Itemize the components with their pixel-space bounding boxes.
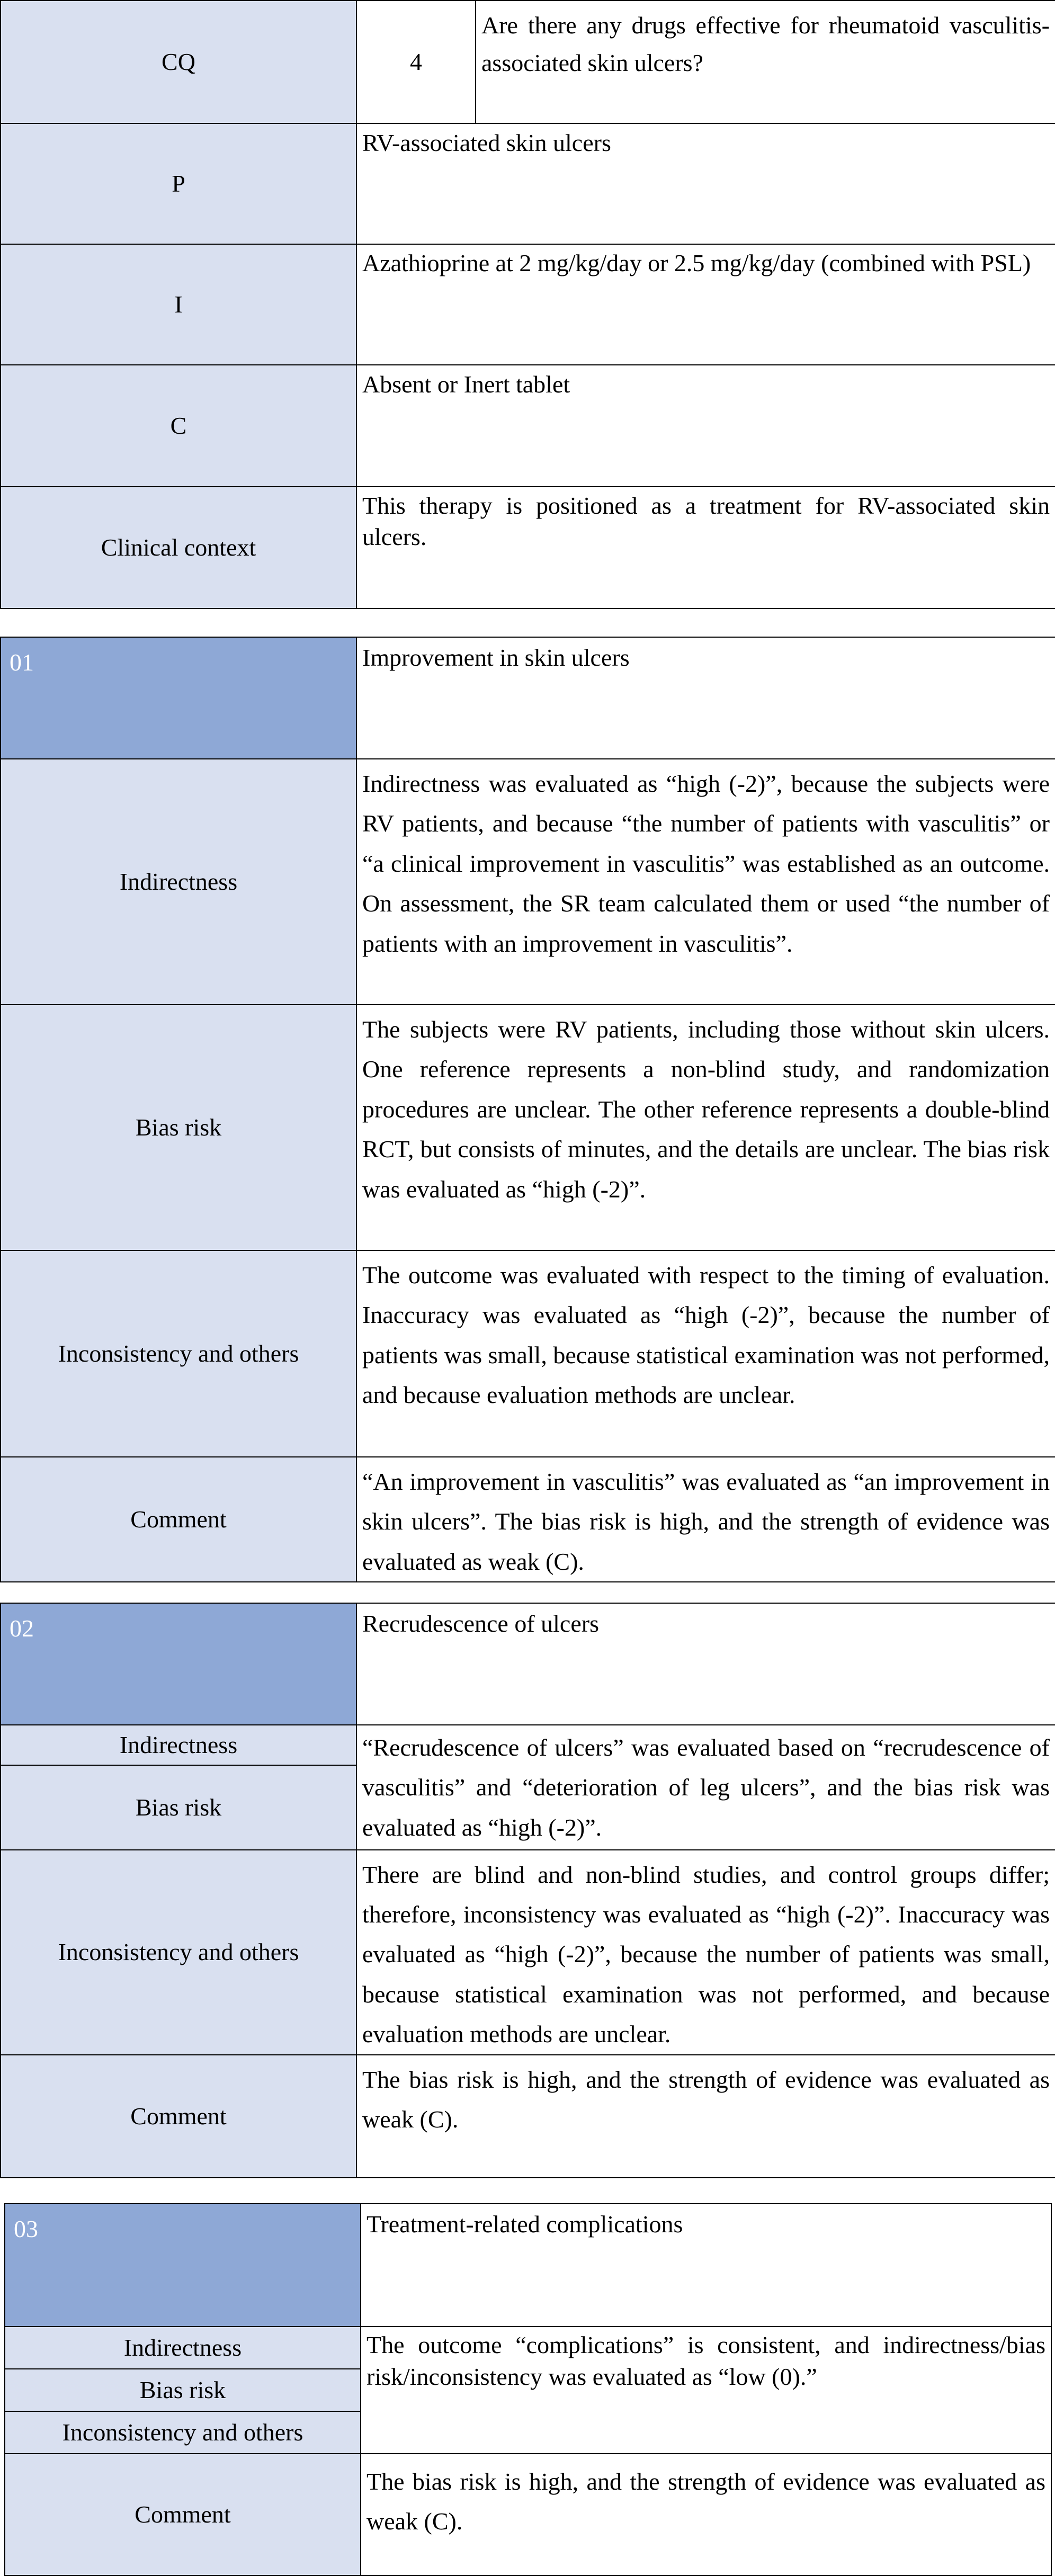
c-value: Absent or Inert tablet bbox=[356, 365, 1055, 487]
bias-risk-label: Bias risk bbox=[1, 1005, 356, 1250]
inconsistency-label: Inconsistency and others bbox=[1, 1850, 356, 2055]
inconsistency-value: The outcome was evaluated with respect to the timing of evaluation. Inaccuracy was evaluated as “high (-2)”, because the number of patients was small, because statistical examination was not performed, and because evaluation methods are unclear. bbox=[356, 1250, 1055, 1457]
indirectness-label: Indirectness bbox=[1, 759, 356, 1005]
inconsistency-label: Inconsistency and others bbox=[5, 2411, 361, 2454]
cq-table bbox=[0, 0, 1055, 609]
i-value: Azathioprine at 2 mg/kg/day or 2.5 mg/kg/day (combined with PSL) bbox=[356, 244, 1055, 365]
outcome-number: 02 bbox=[1, 1603, 356, 1725]
p-value: RV-associated skin ulcers bbox=[356, 123, 1055, 244]
indirectness-value: Indirectness was evaluated as “high (-2)”, because the subjects were RV patients, and because “the number of patients with vasculitis” or “a clinical improvement in vasculitis” was established as an outcome. On assessment, the SR team calculated them or used “the number of patients with an improvement in vasculitis”. bbox=[356, 759, 1055, 1005]
clinical-context-value: This therapy is positioned as a treatment for RV-associated skin ulcers. bbox=[356, 487, 1055, 609]
outcome-number: 03 bbox=[5, 2204, 361, 2327]
outcome-03-table bbox=[4, 2203, 1052, 2576]
inconsistency-value: There are blind and non-blind studies, and control groups differ; therefore, inconsistency was evaluated as “high (-2)”. Inaccuracy was evaluated as “high (-2)”, because the number of patients was small, because statistical examination was not performed, and because evaluation methods are unclear. bbox=[356, 1850, 1055, 2055]
outcome-number: 01 bbox=[1, 637, 356, 759]
outcome-title: Improvement in skin ulcers bbox=[356, 637, 1055, 759]
p-label: P bbox=[1, 123, 356, 244]
cq-question: Are there any drugs effective for rheumatoid vasculitis-associated skin ulcers? bbox=[476, 1, 1055, 123]
bias-risk-label: Bias risk bbox=[5, 2369, 361, 2411]
comment-value: The bias risk is high, and the strength of evidence was evaluated as weak (C). bbox=[356, 2055, 1055, 2178]
comment-value: “An improvement in vasculitis” was evaluated as “an improvement in skin ulcers”. The bias risk is high, and the strength of evidence was evaluated as weak (C). bbox=[356, 1457, 1055, 1582]
combined-value: The outcome “complications” is consistent, and indirectness/bias risk/inconsistency was evaluated as “low (0).” bbox=[361, 2327, 1051, 2454]
c-label: C bbox=[1, 365, 356, 487]
outcome-01-table bbox=[0, 637, 1055, 1582]
cq-label: CQ bbox=[1, 1, 356, 123]
comment-label: Comment bbox=[1, 2055, 356, 2178]
indirectness-label: Indirectness bbox=[1, 1725, 356, 1765]
indirectness-bias-value: “Recrudescence of ulcers” was evaluated based on “recrudescence of vasculitis” and “deterioration of leg ulcers”, and the bias risk was evaluated as “high (-2)”. bbox=[356, 1725, 1055, 1850]
comment-label: Comment bbox=[1, 1457, 356, 1582]
outcome-02-table bbox=[0, 1603, 1055, 2178]
cq-number: 4 bbox=[356, 1, 476, 123]
comment-value: The bias risk is high, and the strength of evidence was evaluated as weak (C). bbox=[361, 2454, 1051, 2575]
clinical-context-label: Clinical context bbox=[1, 487, 356, 609]
i-label: I bbox=[1, 244, 356, 365]
indirectness-label: Indirectness bbox=[5, 2327, 361, 2369]
bias-risk-label: Bias risk bbox=[1, 1765, 356, 1850]
outcome-title: Recrudescence of ulcers bbox=[356, 1603, 1055, 1725]
comment-label: Comment bbox=[5, 2454, 361, 2575]
inconsistency-label: Inconsistency and others bbox=[1, 1250, 356, 1457]
bias-risk-value: The subjects were RV patients, including those without skin ulcers. One reference represents a non-blind study, and randomization procedures are unclear. The other reference represents a double-blind RCT, but consists of minutes, and the details are unclear. The bias risk was evaluated as “high (-2)”. bbox=[356, 1005, 1055, 1250]
outcome-title: Treatment-related complications bbox=[361, 2204, 1051, 2327]
